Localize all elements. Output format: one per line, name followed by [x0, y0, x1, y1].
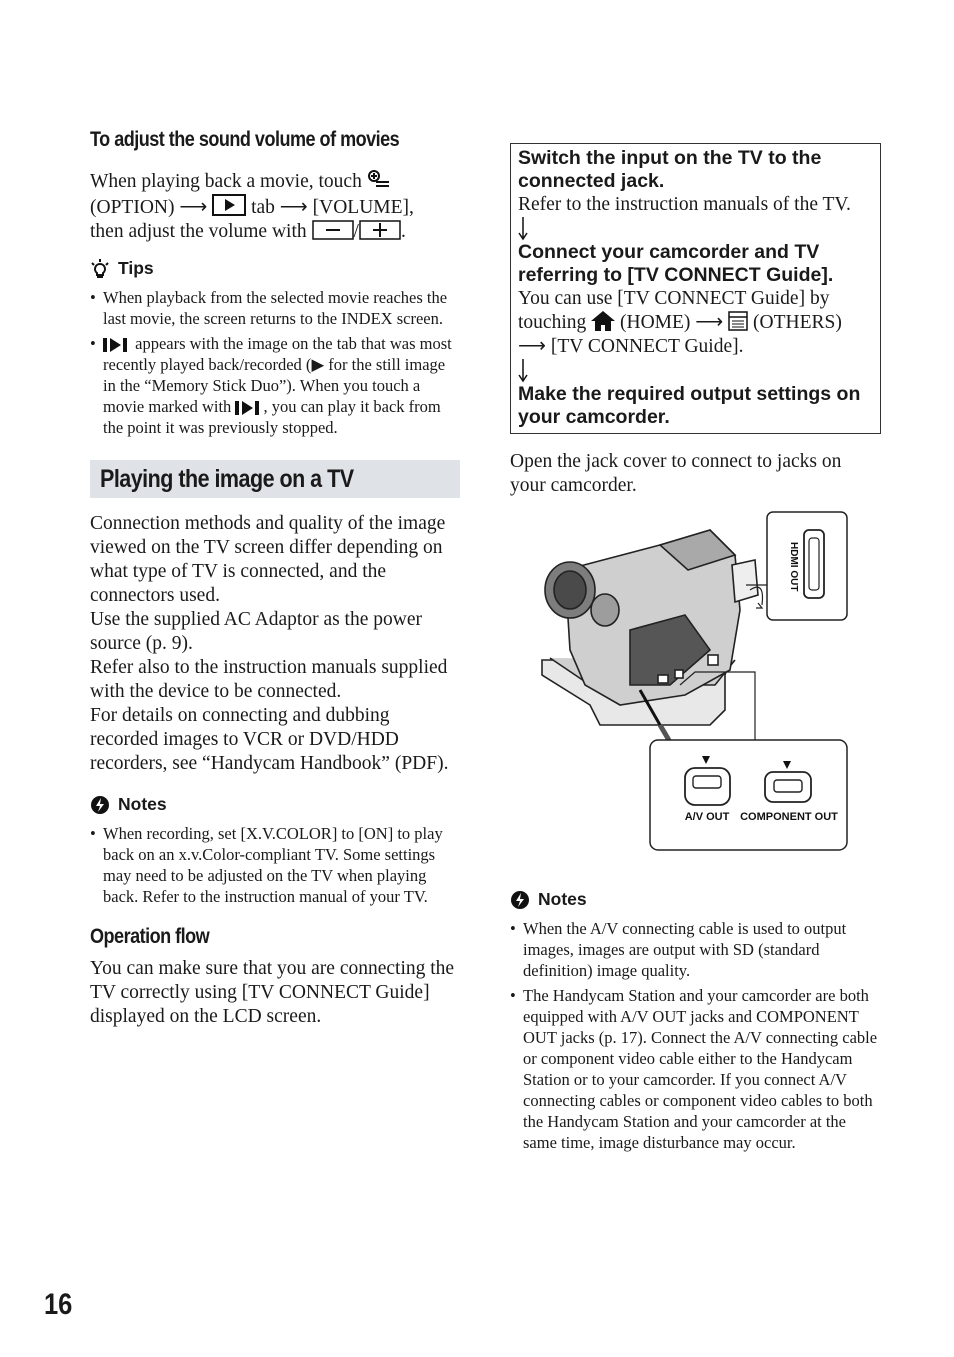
notes-icon	[90, 795, 110, 815]
arrow-right-icon: ⟶	[695, 312, 724, 333]
sound-volume-heading: To adjust the sound volume of movies	[90, 128, 400, 151]
hdmi-callout	[767, 512, 847, 620]
down-arrow-icon	[518, 359, 530, 383]
minus-button-icon	[312, 220, 354, 240]
notes-list	[90, 823, 460, 907]
left-column	[90, 128, 460, 1029]
resume-play-icon	[235, 401, 263, 415]
home-icon	[591, 311, 615, 331]
section-title-band	[90, 460, 460, 498]
play-triangle-icon: ▶	[311, 355, 325, 374]
list-item: • appears with the image on the tab that was most recently played back/recorded (▶ for the still image in the “Memory Stick Duo”). When you touch a movie marked with , you can play it back from the point it was previously stopped.	[90, 333, 460, 438]
jack-callout	[650, 740, 847, 850]
av-out-label: A/V OUT	[684, 811, 730, 823]
camcorder-connection-illustration	[510, 510, 881, 865]
list-item: • When recording, set [X.V.COLOR] to [ON] to play back on an x.v.Color-compliant TV. Some settings may need to be adjusted on the TV when playing back. Refer to the instruction manual of your TV.	[90, 823, 460, 907]
arrow-right-icon: ⟶	[179, 197, 208, 218]
tips-heading: Tips	[90, 258, 460, 279]
page-number: 16	[44, 1288, 73, 1321]
resume-play-icon	[103, 338, 131, 352]
play-tab-icon	[212, 194, 246, 216]
flow-step-1-text: Refer to the instruction manuals of the TV.	[518, 194, 851, 215]
list-item: • The Handycam Station and your camcorder are both equipped with A/V OUT jacks and COMPONENT OUT jacks (p. 17). Connect the A/V connecting cable or component video cable either to the Handycam Station or to your camcorder. If you connect A/V connecting cables or component video cables to both the Handycam Station and your camcorder at the same time, image disturbance may occur.	[510, 985, 881, 1153]
notes-heading: Notes	[510, 889, 881, 910]
camcorder-drawing	[542, 530, 763, 765]
arrow-right-icon: ⟶	[518, 336, 546, 357]
operation-flow-box	[510, 143, 881, 434]
flow-step-2-text: You can use [TV CONNECT Guide] by touching (HOME) ⟶ (OTHERS) ⟶ [TV CONNECT Guide].	[518, 288, 842, 357]
others-icon	[728, 311, 748, 331]
notes-list	[510, 918, 881, 1153]
option-icon	[367, 170, 391, 190]
right-column	[510, 143, 881, 1157]
down-arrow-icon	[518, 217, 530, 241]
list-item: • When the A/V connecting cable is used to output images, images are output with SD (standard definition) image quality.	[510, 918, 881, 981]
notes-icon	[510, 890, 530, 910]
flow-step-2-title: Connect your camcorder and TV referring to [TV CONNECT Guide].	[518, 241, 834, 286]
tips-list	[90, 287, 460, 438]
hdmi-out-label: HDMI OUT	[788, 542, 799, 592]
jack-cover-text: Open the jack cover to connect to jacks on your camcorder.	[510, 451, 842, 496]
notes-heading: Notes	[90, 794, 460, 815]
flow-step-1-title: Switch the input on the TV to the connected jack.	[518, 147, 822, 192]
section-title: Playing the image on a TV	[100, 464, 354, 493]
arrow-right-icon: ⟶	[279, 197, 308, 218]
section-body: Connection methods and quality of the image viewed on the TV screen differ depending on what type of TV is connected, and the connectors used. Use the supplied AC Adaptor as the power source (p. 9). Refer also to the instruction manuals supplied with the device to be connected. For details on connecting and dubbing recorded images to VCR or DVD/HDD recorders, see “Handycam Handbook” (PDF).	[90, 513, 449, 774]
lightbulb-icon	[90, 259, 110, 279]
component-out-label: COMPONENT OUT	[740, 811, 838, 823]
list-item: • When playback from the selected movie reaches the last movie, the screen returns to the INDEX screen.	[90, 287, 460, 329]
plus-button-icon	[359, 220, 401, 240]
operation-flow-paragraph: You can make sure that you are connecting the TV correctly using [TV CONNECT Guide] displayed on the LCD screen.	[90, 958, 455, 1027]
flow-step-3-title: Make the required output settings on your camcorder.	[518, 383, 861, 428]
sound-volume-paragraph: When playing back a movie, touch (OPTION) ⟶ tab ⟶ [VOLUME], then adjust the volume with / .	[90, 171, 414, 242]
operation-flow-heading: Operation flow	[90, 925, 210, 948]
